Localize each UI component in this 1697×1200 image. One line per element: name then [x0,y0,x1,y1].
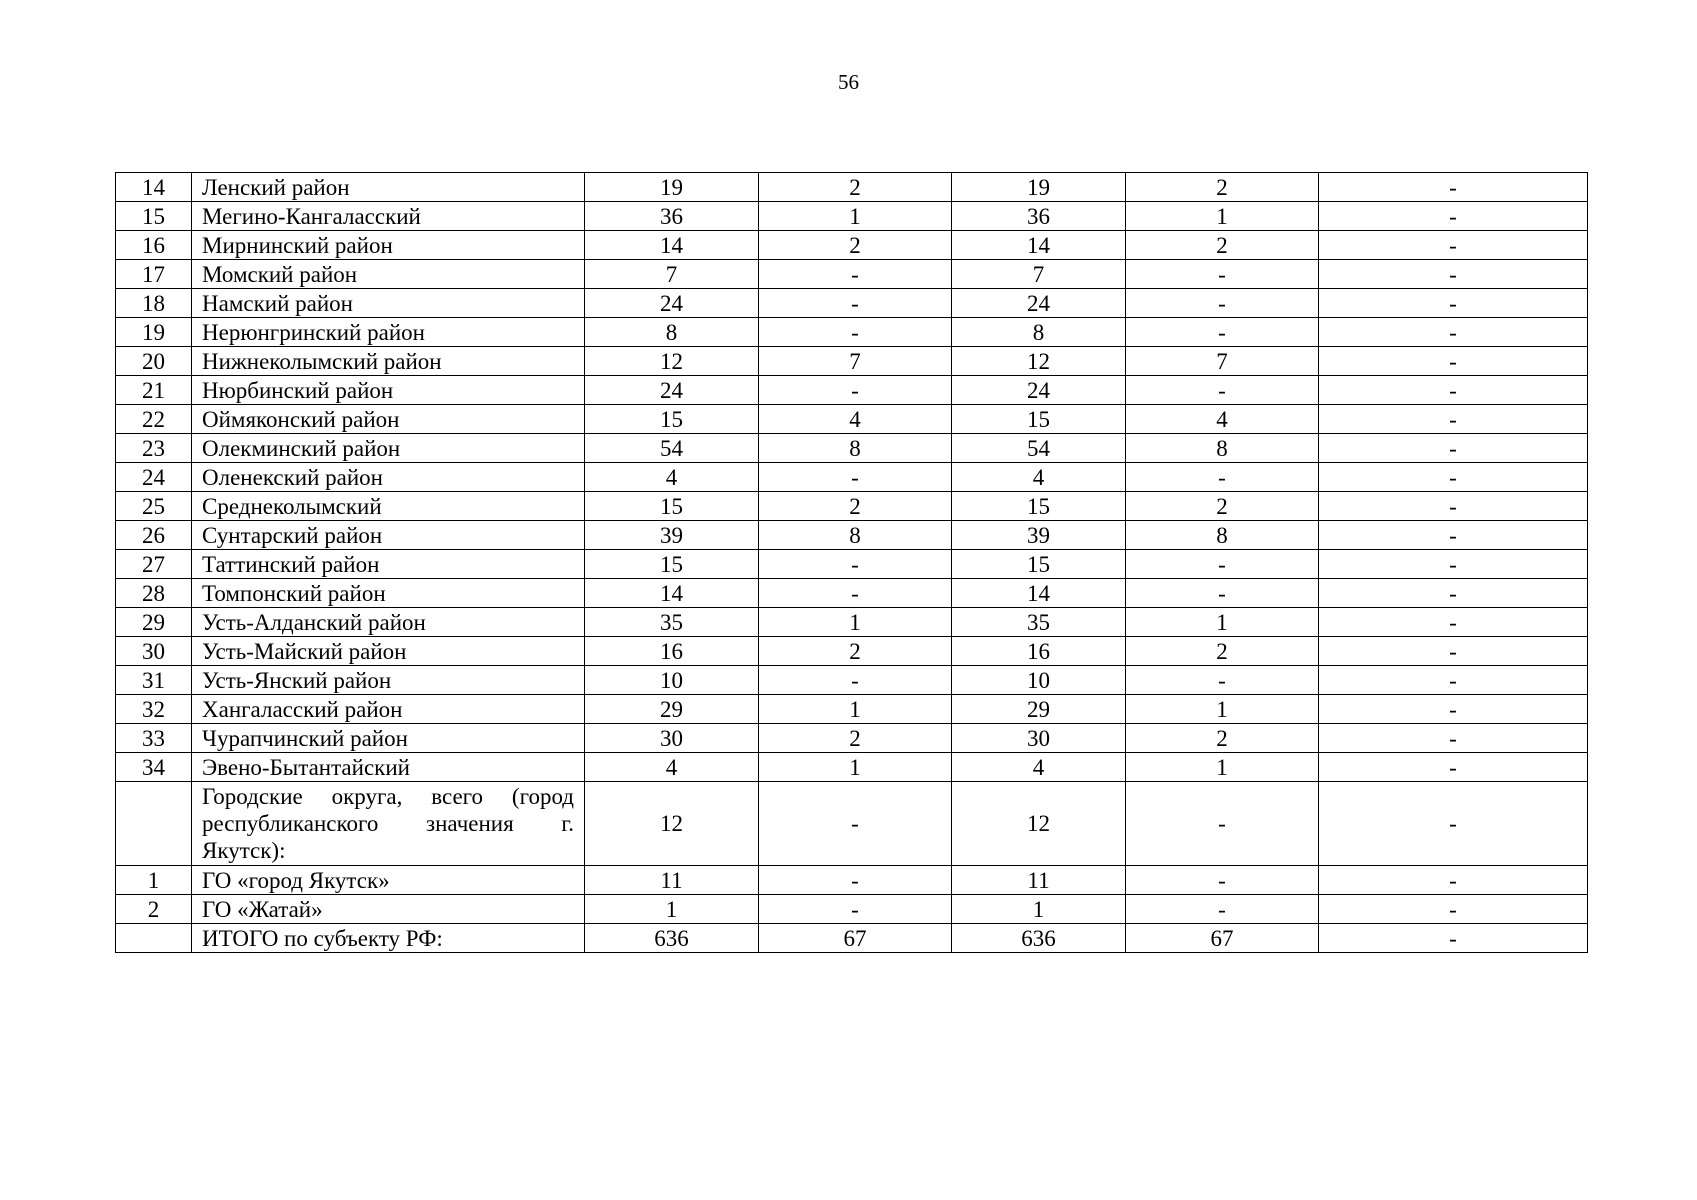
col-3-value: 4 [952,463,1126,492]
col-5-value: - [1319,695,1588,724]
row-name: Нюрбинский район [192,376,585,405]
col-3-value: 12 [952,782,1126,866]
col-5-value: - [1319,724,1588,753]
table-row [116,231,1588,260]
row-number [116,782,192,866]
col-1-value: 14 [585,579,759,608]
col-1-value: 54 [585,434,759,463]
col-2-value: - [759,579,952,608]
col-3-value: 16 [952,637,1126,666]
col-2-value: - [759,318,952,347]
table-row [116,695,1588,724]
table-row [116,492,1588,521]
row-name: ГО «город Якутск» [192,866,585,895]
row-name: Хангаласский район [192,695,585,724]
col-5-value: - [1319,347,1588,376]
col-4-value: 1 [1126,202,1319,231]
row-number: 23 [116,434,192,463]
table-row [116,289,1588,318]
col-4-value: - [1126,318,1319,347]
row-number: 29 [116,608,192,637]
page-number: 56 [838,70,859,94]
col-1-value: 16 [585,637,759,666]
col-4-value: - [1126,666,1319,695]
col-4-value: - [1126,289,1319,318]
col-2-value: 7 [759,347,952,376]
col-1-value: 36 [585,202,759,231]
col-3-value: 24 [952,289,1126,318]
col-2-value: - [759,376,952,405]
col-1-value: 29 [585,695,759,724]
col-1-value: 24 [585,289,759,318]
col-3-value: 30 [952,724,1126,753]
col-3-value: 24 [952,376,1126,405]
row-name: Усть-Алданский район [192,608,585,637]
col-4-value: - [1126,260,1319,289]
col-2-value: - [759,289,952,318]
col-4-value: - [1126,866,1319,895]
col-2-value: - [759,666,952,695]
col-4-value: - [1126,895,1319,924]
col-4-value: - [1126,579,1319,608]
row-name: Усть-Янский район [192,666,585,695]
data-table [115,172,1588,953]
row-number: 30 [116,637,192,666]
col-4-value: 1 [1126,753,1319,782]
table-row [116,724,1588,753]
col-3-value: 35 [952,608,1126,637]
col-2-value: 1 [759,753,952,782]
table-row [116,434,1588,463]
col-1-value: 14 [585,231,759,260]
row-name: Мегино-Кангаласский [192,202,585,231]
col-2-value: 2 [759,173,952,202]
table-row [116,895,1588,924]
col-3-value: 7 [952,260,1126,289]
row-number: 1 [116,866,192,895]
row-name: Среднеколымский [192,492,585,521]
col-3-value: 11 [952,866,1126,895]
col-1-value: 12 [585,347,759,376]
col-2-value: 4 [759,405,952,434]
col-5-value: - [1319,376,1588,405]
col-2-value: - [759,782,952,866]
table-row [116,753,1588,782]
col-4-value: - [1126,463,1319,492]
col-5-value: - [1319,782,1588,866]
col-4-value: 2 [1126,492,1319,521]
col-2-value: - [759,866,952,895]
col-4-value: 8 [1126,434,1319,463]
col-3-value: 1 [952,895,1126,924]
col-1-value: 12 [585,782,759,866]
row-number: 14 [116,173,192,202]
col-4-value: 67 [1126,924,1319,953]
col-1-value: 30 [585,724,759,753]
col-3-value: 29 [952,695,1126,724]
col-1-value: 24 [585,376,759,405]
col-5-value: - [1319,492,1588,521]
row-number: 19 [116,318,192,347]
col-3-value: 10 [952,666,1126,695]
row-number: 20 [116,347,192,376]
col-1-value: 35 [585,608,759,637]
col-5-value: - [1319,579,1588,608]
col-3-value: 8 [952,318,1126,347]
table-row [116,550,1588,579]
col-2-value: - [759,463,952,492]
col-2-value: - [759,895,952,924]
col-1-value: 11 [585,866,759,895]
row-name: Таттинский район [192,550,585,579]
col-4-value: - [1126,376,1319,405]
col-5-value: - [1319,550,1588,579]
col-3-value: 19 [952,173,1126,202]
row-name: Чурапчинский район [192,724,585,753]
row-name: Момский район [192,260,585,289]
col-5-value: - [1319,753,1588,782]
row-name: Оймяконский район [192,405,585,434]
row-number: 33 [116,724,192,753]
col-1-value: 4 [585,463,759,492]
col-2-value: 1 [759,202,952,231]
col-4-value: - [1126,782,1319,866]
col-5-value: - [1319,202,1588,231]
row-name: Нерюнгринский район [192,318,585,347]
col-1-value: 15 [585,492,759,521]
col-1-value: 636 [585,924,759,953]
col-5-value: - [1319,231,1588,260]
row-name: Усть-Майский район [192,637,585,666]
col-5-value: - [1319,405,1588,434]
col-3-value: 15 [952,492,1126,521]
col-5-value: - [1319,463,1588,492]
col-2-value: - [759,260,952,289]
col-3-value: 14 [952,231,1126,260]
row-number: 15 [116,202,192,231]
table-row [116,173,1588,202]
col-4-value: 2 [1126,173,1319,202]
col-5-value: - [1319,434,1588,463]
row-number: 26 [116,521,192,550]
row-number: 24 [116,463,192,492]
table-row [116,666,1588,695]
table-row [116,260,1588,289]
col-4-value: 2 [1126,724,1319,753]
col-1-value: 15 [585,405,759,434]
col-3-value: 12 [952,347,1126,376]
col-1-value: 7 [585,260,759,289]
table-row [116,405,1588,434]
col-1-value: 8 [585,318,759,347]
row-name: Сунтарский район [192,521,585,550]
col-4-value: 2 [1126,637,1319,666]
col-1-value: 10 [585,666,759,695]
col-5-value: - [1319,289,1588,318]
col-5-value: - [1319,924,1588,953]
col-4-value: 4 [1126,405,1319,434]
row-number: 28 [116,579,192,608]
row-number: 2 [116,895,192,924]
col-4-value: 1 [1126,608,1319,637]
col-4-value: - [1126,550,1319,579]
col-4-value: 7 [1126,347,1319,376]
col-2-value: 2 [759,724,952,753]
table-row [116,579,1588,608]
row-number: 21 [116,376,192,405]
table-row [116,924,1588,953]
col-2-value: - [759,550,952,579]
row-name: Городские округа, всего (город республиканского значения г. Якутск): [192,782,585,866]
col-3-value: 15 [952,550,1126,579]
col-3-value: 54 [952,434,1126,463]
row-number: 31 [116,666,192,695]
row-number: 27 [116,550,192,579]
row-name: ГО «Жатай» [192,895,585,924]
table-row [116,347,1588,376]
col-2-value: 1 [759,608,952,637]
col-3-value: 636 [952,924,1126,953]
row-number: 34 [116,753,192,782]
row-number: 17 [116,260,192,289]
col-2-value: 8 [759,434,952,463]
row-name: Оленекский район [192,463,585,492]
col-2-value: 67 [759,924,952,953]
col-3-value: 36 [952,202,1126,231]
col-3-value: 39 [952,521,1126,550]
col-3-value: 14 [952,579,1126,608]
col-1-value: 39 [585,521,759,550]
row-number: 16 [116,231,192,260]
row-number: 18 [116,289,192,318]
row-number: 25 [116,492,192,521]
col-3-value: 15 [952,405,1126,434]
table-row [116,463,1588,492]
table-row [116,782,1588,866]
table-row [116,866,1588,895]
table-row [116,521,1588,550]
col-3-value: 4 [952,753,1126,782]
row-number: 22 [116,405,192,434]
col-4-value: 1 [1126,695,1319,724]
table-row [116,376,1588,405]
row-name: Намский район [192,289,585,318]
col-1-value: 15 [585,550,759,579]
col-5-value: - [1319,866,1588,895]
col-2-value: 2 [759,231,952,260]
row-name: Ленский район [192,173,585,202]
col-1-value: 1 [585,895,759,924]
row-name: Эвено-Бытантайский [192,753,585,782]
col-2-value: 2 [759,492,952,521]
col-5-value: - [1319,608,1588,637]
row-name: Мирнинский район [192,231,585,260]
row-name: Нижнеколымский район [192,347,585,376]
col-5-value: - [1319,637,1588,666]
table-row [116,318,1588,347]
col-5-value: - [1319,895,1588,924]
col-5-value: - [1319,173,1588,202]
col-5-value: - [1319,521,1588,550]
col-5-value: - [1319,260,1588,289]
col-1-value: 4 [585,753,759,782]
row-name: ИТОГО по субъекту РФ: [192,924,585,953]
table-row [116,608,1588,637]
col-5-value: - [1319,318,1588,347]
row-name: Томпонский район [192,579,585,608]
row-number [116,924,192,953]
col-2-value: 1 [759,695,952,724]
col-4-value: 2 [1126,231,1319,260]
col-2-value: 2 [759,637,952,666]
col-1-value: 19 [585,173,759,202]
col-4-value: 8 [1126,521,1319,550]
col-5-value: - [1319,666,1588,695]
table-row [116,637,1588,666]
row-number: 32 [116,695,192,724]
table-body [116,173,1588,953]
col-2-value: 8 [759,521,952,550]
table-row [116,202,1588,231]
row-name: Олекминский район [192,434,585,463]
